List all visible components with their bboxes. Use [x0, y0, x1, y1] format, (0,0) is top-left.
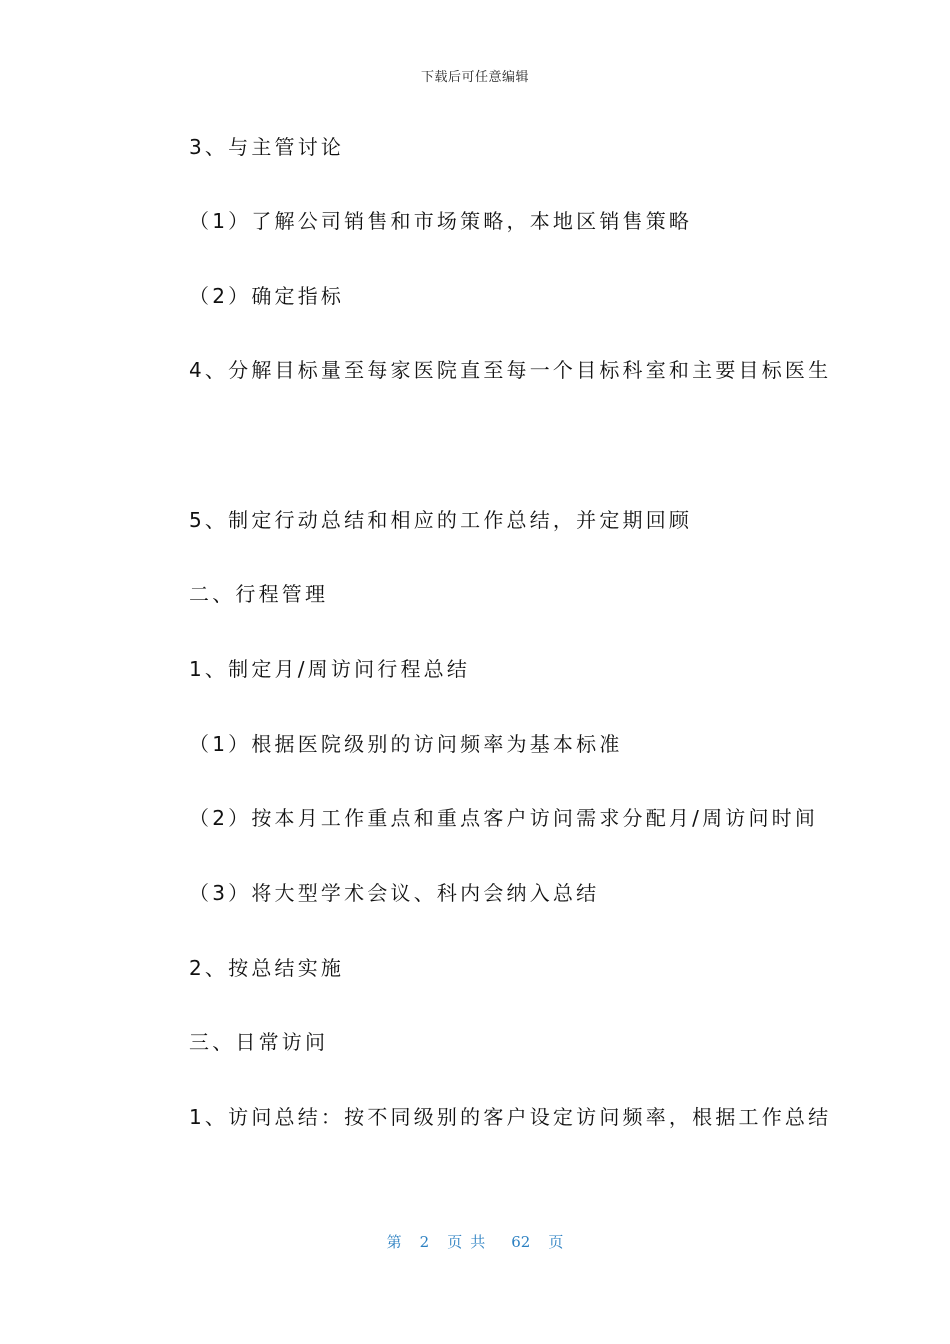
text-line-3: （2）确定指标 [189, 284, 345, 308]
text-line-1: 3、与主管讨论 [189, 135, 345, 159]
footer-page-number: 2 [419, 1233, 430, 1251]
text-line-2: （1）了解公司销售和市场策略，本地区销售策略 [189, 209, 693, 233]
text-line-8: （1）根据医院级别的访问频率为基本标准 [189, 732, 623, 756]
page-footer [0, 1231, 950, 1252]
text-line-11: 2、按总结实施 [189, 956, 345, 980]
text-line-4: 4、分解目标量至每家医院直至每一个目标科室和主要目标医生 [189, 358, 832, 382]
section-heading-3: 三、日常访问 [189, 1030, 329, 1054]
text-line-13: 1、访问总结：按不同级别的客户设定访问频率，根据工作总结 [189, 1105, 832, 1129]
footer-prefix: 第 [386, 1233, 402, 1251]
section-heading-2: 二、行程管理 [189, 582, 329, 606]
footer-total-pages: 62 [511, 1233, 531, 1251]
text-line-5: 5、制定行动总结和相应的工作总结，并定期回顾 [189, 508, 693, 532]
footer-suffix: 页 [548, 1233, 564, 1251]
footer-middle: 页共 [447, 1233, 494, 1251]
page-header: 下载后可任意编辑 [420, 70, 529, 85]
text-line-9: （2）按本月工作重点和重点客户访问需求分配月/周访问时间 [189, 806, 819, 830]
text-line-10: （3）将大型学术会议、科内会纳入总结 [189, 881, 600, 905]
text-line-7: 1、制定月/周访问行程总结 [189, 657, 471, 681]
